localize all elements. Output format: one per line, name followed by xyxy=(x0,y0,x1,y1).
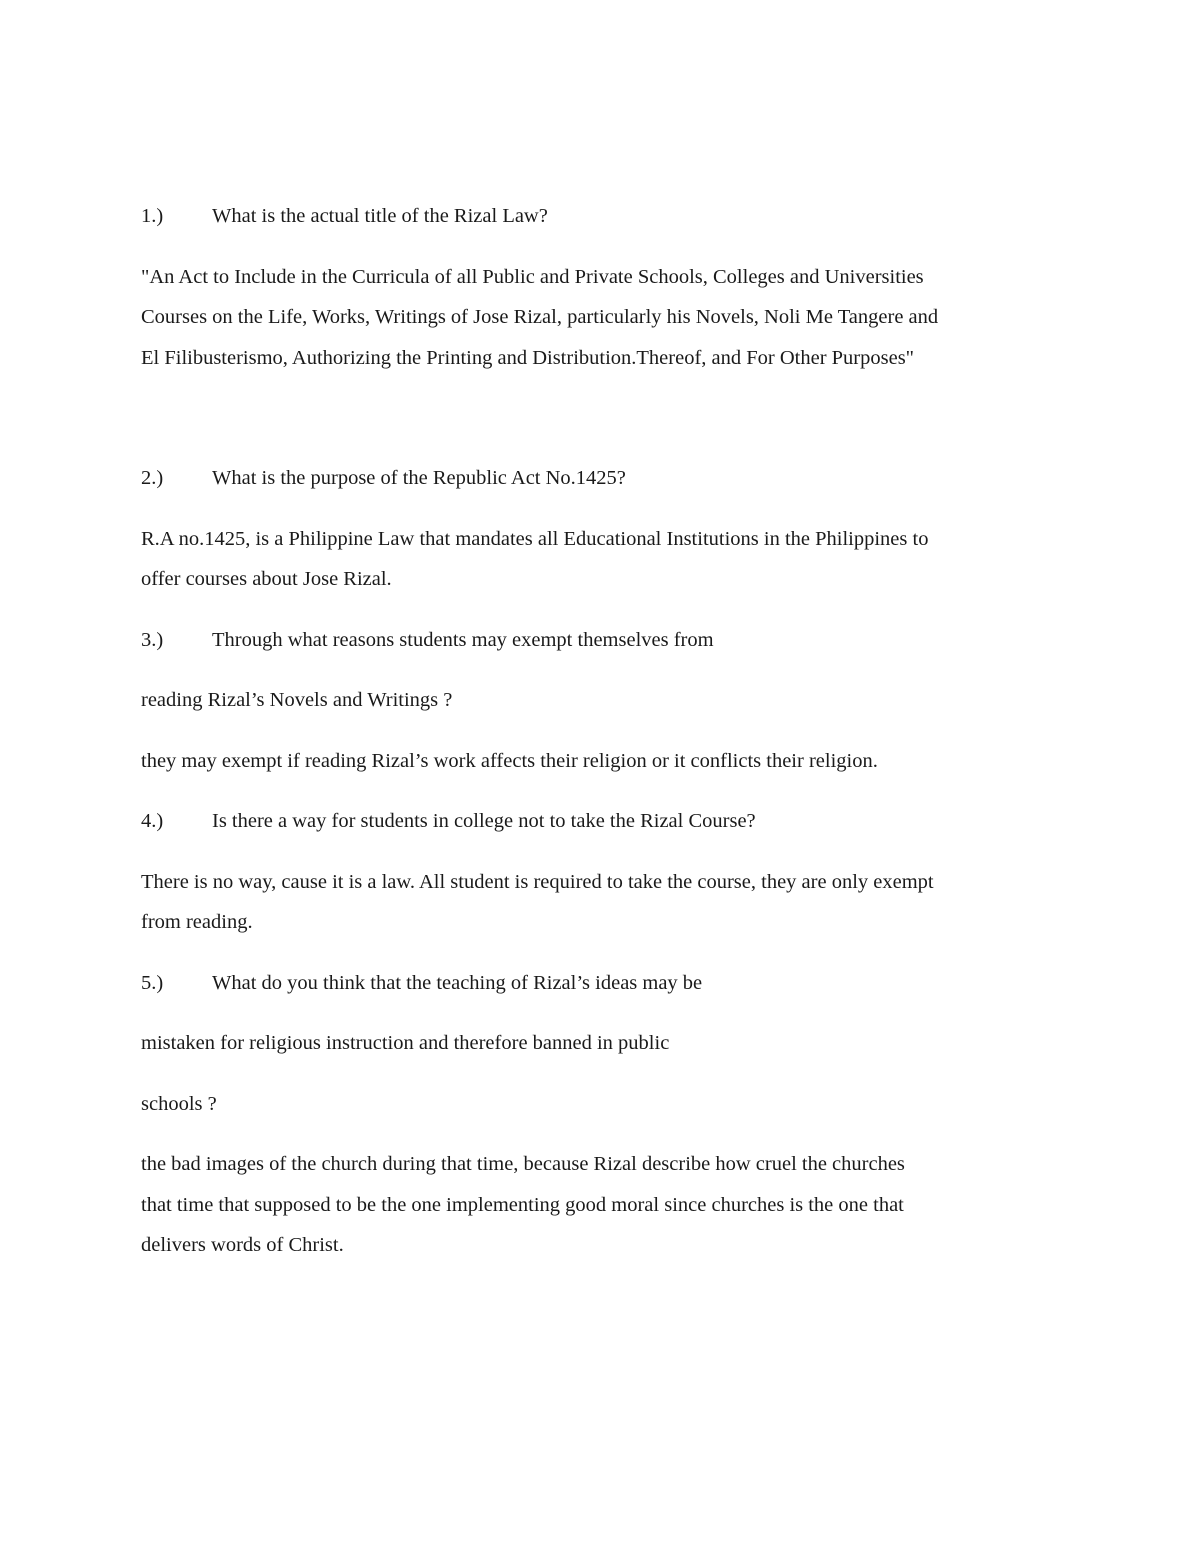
question-3 xyxy=(141,620,1061,661)
question-5-number: 5.) xyxy=(141,971,164,994)
answer-1-line: El Filibusterismo, Authorizing the Printing and Distribution.Thereof, and For Other Purposes" xyxy=(141,346,915,369)
question-5 xyxy=(141,963,1061,1004)
question-5-continuation-2: schools ? xyxy=(141,1092,217,1115)
answer-5-line: the bad images of the church during that time, because Rizal describe how cruel the churches xyxy=(141,1153,905,1175)
document-body xyxy=(141,196,1061,1266)
question-5-text: What do you think that the teaching of Rizal’s ideas may be xyxy=(212,971,703,994)
question-5-continuation-1: mistaken for religious instruction and therefore banned in public xyxy=(141,1032,670,1054)
question-2-number: 2.) xyxy=(141,467,164,489)
answer-5 xyxy=(141,1144,1061,1266)
answer-2 xyxy=(141,519,1061,600)
question-4 xyxy=(141,801,1061,842)
question-3-text: Through what reasons students may exempt themselves from xyxy=(212,628,714,651)
answer-1-line: "An Act to Include in the Curricula of all Public and Private Schools, Colleges and Universities xyxy=(141,265,924,288)
answer-2-line: offer courses about Jose Rizal. xyxy=(141,568,392,590)
answer-1-line: Courses on the Life, Works, Writings of Jose Rizal, particularly his Novels, Noli Me Tangere and xyxy=(141,306,939,328)
question-2-text: What is the purpose of the Republic Act No.1425? xyxy=(212,467,626,489)
answer-5-line: that time that supposed to be the one implementing good moral since churches is the one that xyxy=(141,1193,904,1216)
question-4-number: 4.) xyxy=(141,810,164,832)
question-2 xyxy=(141,458,1061,499)
question-3-number: 3.) xyxy=(141,628,164,651)
answer-4 xyxy=(141,862,1061,943)
question-1 xyxy=(141,196,1061,237)
question-1-text: What is the actual title of the Rizal Law? xyxy=(212,205,548,227)
answer-4-line: There is no way, cause it is a law. All student is required to take the course, they are only exempt xyxy=(141,870,934,893)
answer-4-line: from reading. xyxy=(141,911,253,933)
answer-3: they may exempt if reading Rizal’s work affects their religion or it conflicts their religion. xyxy=(141,749,878,772)
question-1-number: 1.) xyxy=(141,205,164,227)
question-4-text: Is there a way for students in college not to take the Rizal Course? xyxy=(212,810,756,832)
answer-1 xyxy=(141,257,1061,379)
answer-5-line: delivers words of Christ. xyxy=(141,1234,344,1256)
answer-2-line: R.A no.1425, is a Philippine Law that mandates all Educational Institutions in the Philippines to xyxy=(141,527,929,550)
question-3-continuation: reading Rizal’s Novels and Writings ? xyxy=(141,689,453,711)
